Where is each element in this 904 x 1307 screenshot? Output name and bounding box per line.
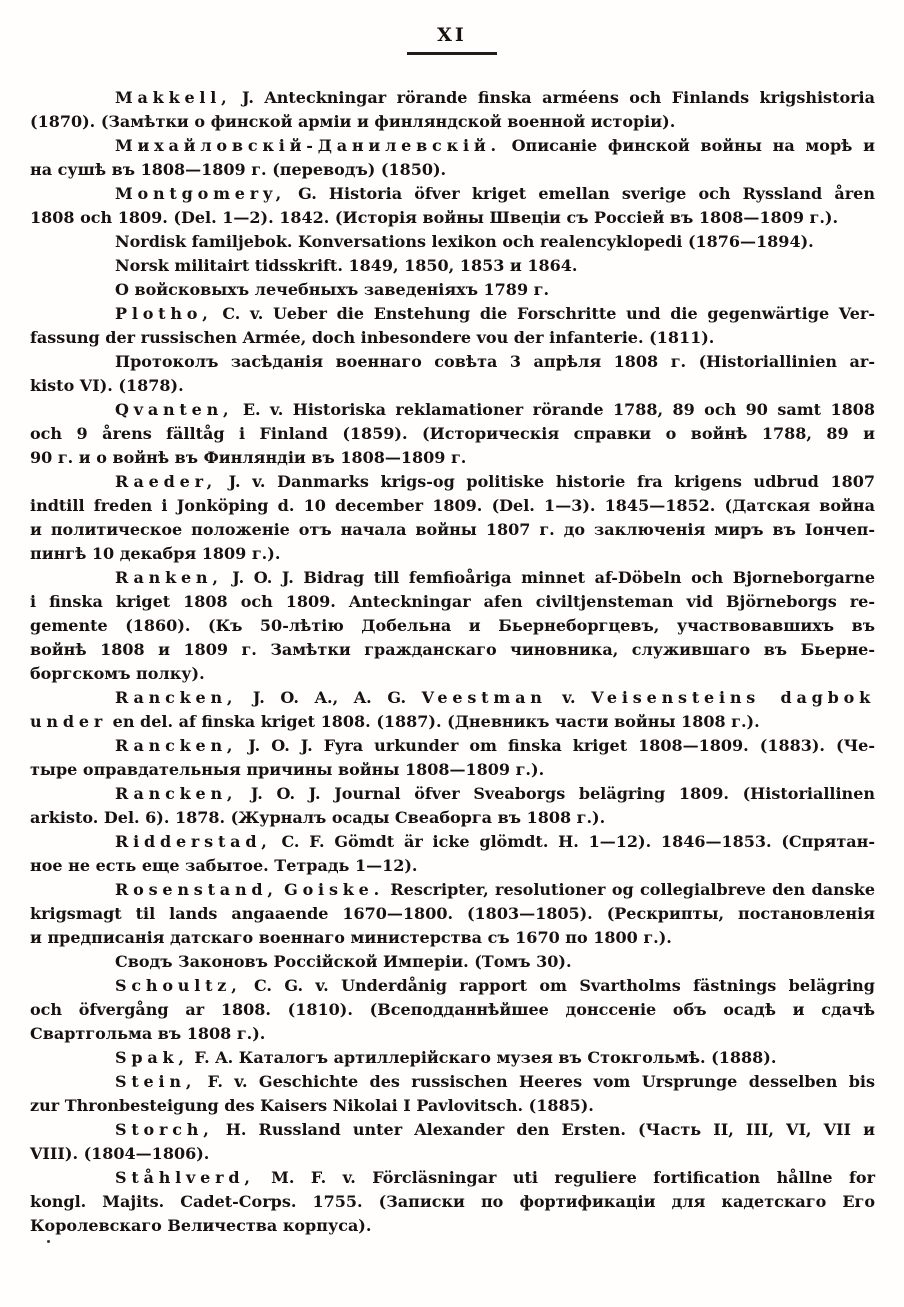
entry-line	[30, 566, 875, 590]
entry-line	[30, 326, 875, 350]
bibliography-entry	[30, 398, 875, 470]
entry-line	[30, 1214, 875, 1238]
entry-line	[30, 902, 875, 926]
entry-line	[30, 398, 875, 422]
entry-text: О войсковыхъ лечебныхъ заведеніяхъ 1789 г.	[115, 280, 550, 299]
entry-text: zur Thronbesteigung des Kaisers Nikolai I Pavlovitsch. (1885).	[30, 1096, 594, 1115]
entry-line	[30, 1166, 875, 1190]
entry-line	[30, 1070, 875, 1094]
bibliography-entry	[30, 134, 875, 182]
entry-text: G. Historia öfver kriget emellan sverige och Ryssland åren	[285, 184, 875, 203]
entry-line	[30, 782, 875, 806]
entry-text: Norsk militairt tidsskrift. 1849, 1850, 1853 и 1864.	[115, 256, 578, 275]
entry-text: Свартгольма въ 1808 г.).	[30, 1024, 266, 1043]
entry-text: 90 г. и о войнѣ въ Финляндіи въ 1808—1809 г.	[30, 448, 467, 467]
entry-text: kisto VI). (1878).	[30, 376, 184, 395]
entry-line	[30, 542, 875, 566]
author-name: Spak,	[115, 1048, 189, 1067]
entry-text: ное не есть еще забытое. Тетрадь 1—12).	[30, 856, 418, 875]
entry-text: Протоколъ засѣданія военнаго совѣта 3 апрѣля 1808 г. (Historiallinien ar-	[115, 352, 875, 371]
entry-text: arkisto. Del. 6). 1878. (Журналъ осады Свеаборга въ 1808 г.).	[30, 808, 606, 827]
entry-text: krigsmagt til lands angaaende 1670—1800. (1803—1805). (Рескрипты, постановленія	[30, 904, 875, 923]
bibliography-entry	[30, 566, 875, 686]
entry-line	[30, 662, 875, 686]
entry-line	[30, 302, 875, 326]
entry-text: J. Anteckningar rörande finska arméens och Finlands krigshistoria	[231, 88, 875, 107]
bibliography-entry	[30, 686, 875, 734]
entry-line	[30, 710, 875, 734]
entry-text: Nordisk familjebok. Konversations lexikon och realencyklopedi (1876—1894).	[115, 232, 814, 251]
entry-text: пингѣ 10 декабря 1809 г.).	[30, 544, 281, 563]
entry-text: kongl. Majits. Cadet-Corps. 1755. (Записки по фортификаціи для кадетскаго Его	[30, 1192, 875, 1211]
author-name: Ranken,	[115, 568, 223, 587]
entry-line	[30, 470, 875, 494]
entry-line	[30, 878, 875, 902]
entry-line	[30, 422, 875, 446]
entry-text: Сводъ Законовъ Россійской Имперіи. (Томъ 30).	[115, 952, 572, 971]
entry-text: v.	[546, 688, 592, 707]
entry-text: i finska kriget 1808 och 1809. Anteckningar afen civiltjensteman vid Björneborgs re-	[30, 592, 875, 611]
author-name: Veisensteins dagbok	[591, 688, 876, 707]
bibliography-entry	[30, 350, 875, 398]
entry-line	[30, 758, 875, 782]
bibliography-entry	[30, 1070, 875, 1118]
entry-line	[30, 806, 875, 830]
entry-line	[30, 1094, 875, 1118]
entry-line	[30, 926, 875, 950]
author-name: Михайловскій-Данилевскій.	[115, 136, 501, 155]
page-number: XI	[437, 24, 467, 46]
entry-text: H. Russland unter Alexander den Ersten. (Часть II, III, VI, VII и	[213, 1120, 875, 1139]
entry-line	[30, 134, 875, 158]
entry-line	[30, 182, 875, 206]
bibliography-entry	[30, 254, 875, 278]
entry-text: och öfvergång ar 1808. (1810). (Всеподданнѣйшее донссеніе объ осадѣ и сдачѣ	[30, 1000, 875, 1019]
entry-line	[30, 950, 875, 974]
entry-line	[30, 734, 875, 758]
entry-text: J. O. J. Journal öfver Sveaborgs belägring 1809. (Historiallinen	[237, 784, 875, 803]
author-name: Makkell,	[115, 88, 232, 107]
entry-line	[30, 1190, 875, 1214]
bibliography-entry	[30, 1046, 875, 1070]
entry-line	[30, 854, 875, 878]
entry-text: C. v. Ueber die Enstehung die Forschritte und die gegenwärtige Ver-	[212, 304, 875, 323]
entry-text: J. O. A., A. G.	[237, 688, 422, 707]
bibliography-entry	[30, 278, 875, 302]
entry-text: (1870). (Замѣтки о финской арміи и финляндской военной исторіи).	[30, 112, 676, 131]
bibliography-entry	[30, 950, 875, 974]
entry-line	[30, 350, 875, 374]
bibliography-entry	[30, 182, 875, 230]
entry-text: F. v. Geschichte des russischen Heeres vom Ursprunge desselben bis	[196, 1072, 875, 1091]
entry-text: M. F. v. Förcläsningar uti reguliere fortification hållne for	[254, 1168, 875, 1187]
author-name: Rancken,	[115, 688, 238, 707]
entry-text: Описаніе финской войны на морѣ и	[500, 136, 875, 155]
entry-text: J. v. Danmarks krigs-og politiske historie fra krigens udbrud 1807	[217, 472, 875, 491]
bibliography-entry	[30, 974, 875, 1046]
entry-line	[30, 494, 875, 518]
entry-line	[30, 590, 875, 614]
author-name: Veestman	[421, 688, 547, 707]
entry-text: боргскомъ полку).	[30, 664, 205, 683]
entry-text: тыре оправдательныя причины войны 1808—1809 г.).	[30, 760, 545, 779]
bibliography-entry	[30, 734, 875, 782]
entry-line	[30, 446, 875, 470]
entry-text: indtill freden i Jonköping d. 10 december 1809. (Del. 1—3). 1845—1852. (Датская война	[30, 496, 875, 515]
bibliography-entry	[30, 86, 875, 134]
entry-line	[30, 254, 875, 278]
author-name: Raeder,	[115, 472, 218, 491]
entry-text: войнѣ 1808 и 1809 г. Замѣтки гражданскаго чиновника, служившаго въ Бьерне-	[30, 640, 875, 659]
entry-line	[30, 830, 875, 854]
entry-line	[30, 1022, 875, 1046]
bibliography-entry	[30, 782, 875, 830]
bibliography-entry	[30, 878, 875, 950]
entry-line	[30, 374, 875, 398]
entry-line	[30, 1046, 875, 1070]
bibliography-entry	[30, 302, 875, 350]
ink-dot-artifact	[47, 1240, 50, 1243]
author-name: Plotho,	[115, 304, 213, 323]
author-name: under	[30, 712, 108, 731]
entry-text: Королевскаго Величества корпуса).	[30, 1216, 372, 1235]
entry-text: VIII). (1804—1806).	[30, 1144, 210, 1163]
entry-line	[30, 230, 875, 254]
author-name: Rosenstand,	[115, 880, 278, 899]
author-name: Qvanten,	[115, 400, 234, 419]
entry-line	[30, 206, 875, 230]
entry-line	[30, 686, 875, 710]
entry-text: fassung der russischen Armée, doch inbesondere vou der infanterie. (1811).	[30, 328, 715, 347]
author-name: Schoultz,	[115, 976, 242, 995]
entry-line	[30, 518, 875, 542]
author-name: Rancken,	[115, 784, 238, 803]
entry-text: на сушѣ въ 1808—1809 г. (переводъ) (1850).	[30, 160, 447, 179]
entry-text: Rescripter, resolutioner og collegialbreve den danske	[383, 880, 875, 899]
entry-text: и политическое положеніе отъ начала войны 1807 г. до заключенія миръ въ Іончеп-	[30, 520, 875, 539]
entry-text: E. v. Historiska reklamationer rörande 1788, 89 och 90 samt 1808	[233, 400, 875, 419]
author-name: Ståhlverd,	[115, 1168, 255, 1187]
bibliography-entry	[30, 830, 875, 878]
entry-text: и предписанія датскаго военнаго министерства съ 1670 по 1800 г.).	[30, 928, 672, 947]
entry-line	[30, 110, 875, 134]
entry-line	[30, 278, 875, 302]
entry-text: F. A. Каталогъ артиллерійскаго музея въ Стокгольмѣ. (1888).	[188, 1048, 777, 1067]
author-name: Stein,	[115, 1072, 197, 1091]
author-name: Rancken,	[115, 736, 238, 755]
entry-line	[30, 974, 875, 998]
entry-line	[30, 1142, 875, 1166]
header-rule	[407, 52, 497, 55]
author-name: Montgomery,	[115, 184, 286, 203]
entry-text: J. O. J. Fyra urkunder om finska kriget 1808—1809. (1883). (Че-	[237, 736, 875, 755]
entry-text: en del. af finska kriget 1808. (1887). (Дневникъ части войны 1808 г.).	[107, 712, 760, 731]
bibliography-entry	[30, 1166, 875, 1238]
entry-line	[30, 614, 875, 638]
bibliography-list	[30, 86, 875, 1238]
entry-line	[30, 158, 875, 182]
entry-line	[30, 638, 875, 662]
entry-text: C. G. v. Underdånig rapport om Svartholms fästnings belägring	[241, 976, 875, 995]
bibliography-entry	[30, 1118, 875, 1166]
author-name: Storch,	[115, 1120, 214, 1139]
author-name: Ridderstad,	[115, 832, 272, 851]
entry-text: C. F. Gömdt är icke glömdt. H. 1—12). 1846—1853. (Спрятан-	[271, 832, 875, 851]
entry-line	[30, 998, 875, 1022]
entry-line	[30, 1118, 875, 1142]
page-header	[0, 0, 904, 55]
entry-text: 1808 och 1809. (Del. 1—2). 1842. (Исторія войны Швеціи съ Россіей въ 1808—1809 г.).	[30, 208, 839, 227]
bibliography-entry	[30, 470, 875, 566]
entry-line	[30, 86, 875, 110]
entry-text: och 9 årens fälltåg i Finland (1859). (Историческія справки о войнѣ 1788, 89 и	[30, 424, 875, 443]
entry-text: J. O. J. Bidrag till femfioåriga minnet af-Döbeln och Bjorneborgarne	[222, 568, 875, 587]
author-name: Goiske.	[284, 880, 384, 899]
bibliography-entry	[30, 230, 875, 254]
entry-text: gemente (1860). (Къ 50-лѣтію Добельна и Бьернеборгцевъ, участвовавшихъ въ	[30, 616, 875, 635]
